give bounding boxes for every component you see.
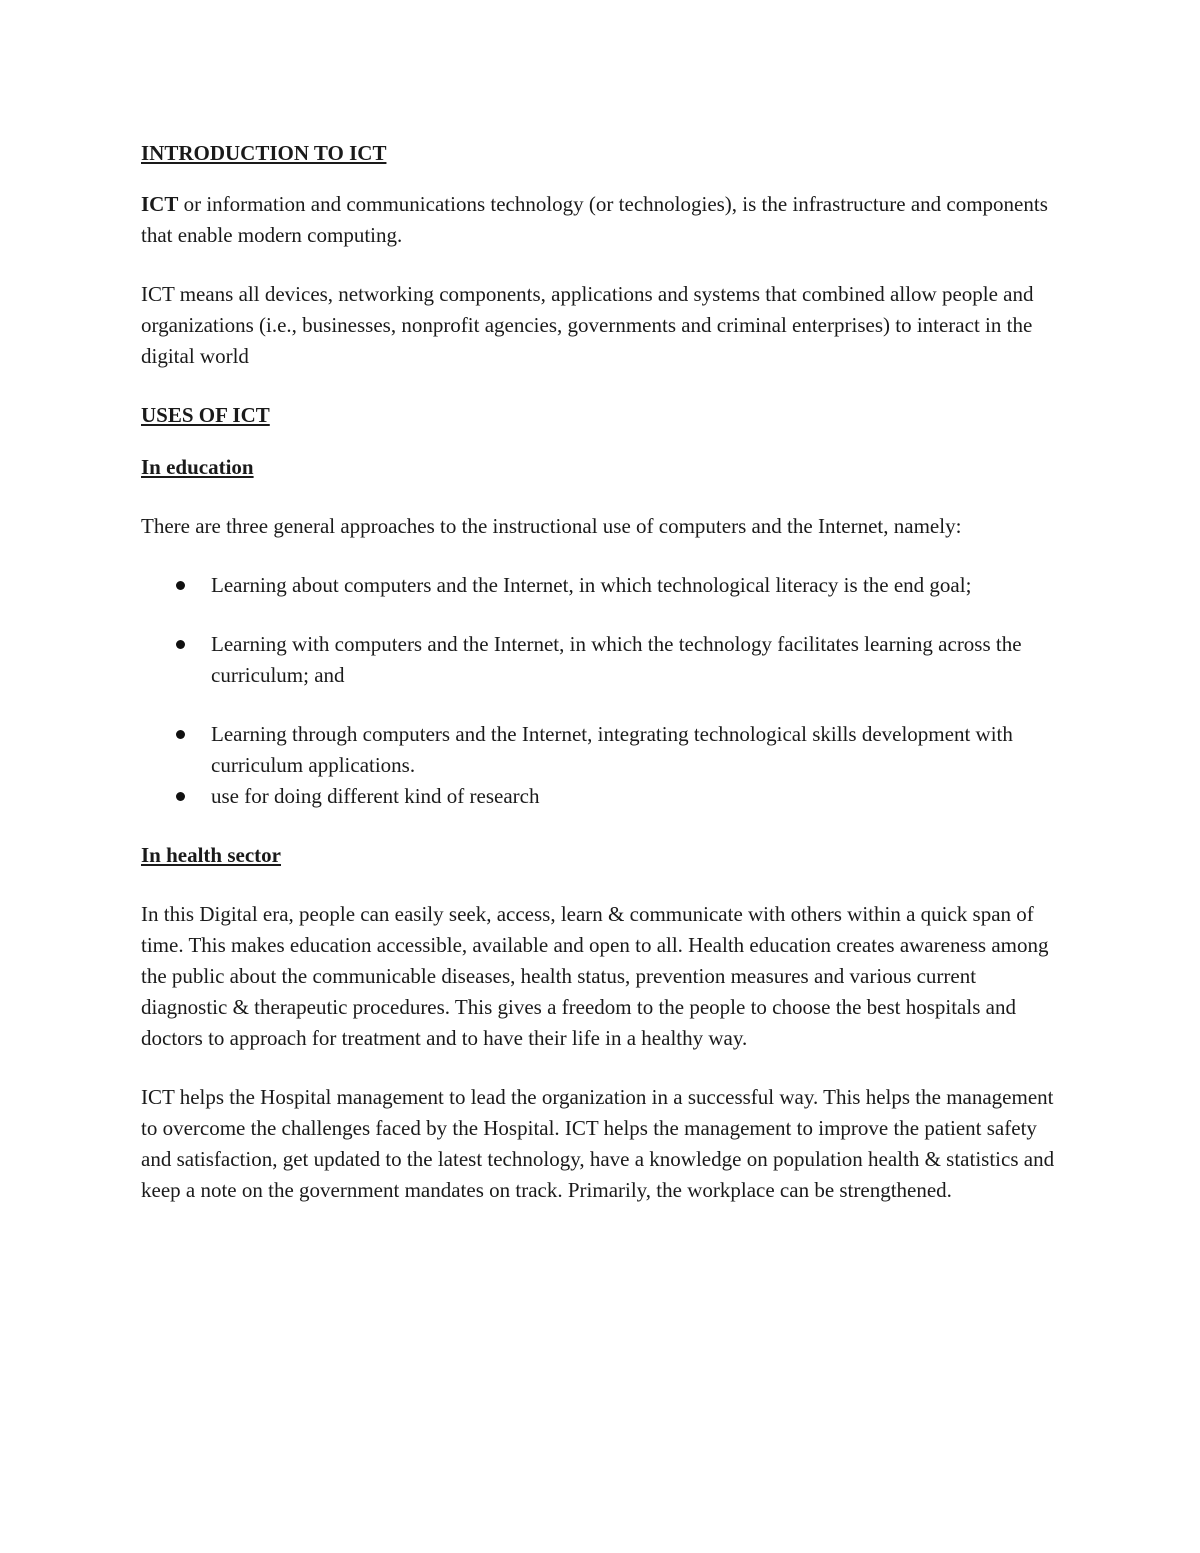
health-paragraph-2: ICT helps the Hospital management to lead the organization in a successful way. This helps the management to overcome the challenges faced by the Hospital. ICT helps the management to improve the patient safety and satisfaction, get updated to the latest technology, have a knowledge on population health & statistics and keep a note on the government mandates on track. Primarily, the workplace can be strengthened. — [141, 1085, 1055, 1202]
document-page — [141, 138, 1061, 1234]
education-lead: There are three general approaches to the instructional use of computers and the Internet, namely: — [141, 514, 962, 538]
health-heading: In health sector — [141, 843, 281, 867]
bullet-icon — [176, 730, 185, 739]
list-item — [141, 570, 1061, 601]
list-item-text: Learning about computers and the Internet, in which technological literacy is the end goal; — [211, 573, 972, 597]
bullet-icon — [176, 792, 185, 801]
list-item-text: Learning through computers and the Internet, integrating technological skills development with curriculum applications. — [211, 722, 1013, 777]
bullet-icon — [176, 640, 185, 649]
intro-text: or information and communications technology (or technologies), is the infrastructure and components that enable modern computing. — [141, 192, 1048, 247]
education-bullet-list — [141, 570, 1061, 812]
list-item — [141, 781, 1061, 812]
list-item — [141, 719, 1061, 781]
intro-lead: ICT — [141, 192, 179, 216]
health-paragraph-1: In this Digital era, people can easily seek, access, learn & communicate with others within a quick span of time. This makes education accessible, available and open to all. Health education creates awareness among the public about the communicable diseases, health status, prevention measures and various current diagnostic & therapeutic procedures. This gives a freedom to the people to choose the best hospitals and doctors to approach for treatment and to have their life in a healthy way. — [141, 902, 1049, 1050]
list-item — [141, 629, 1061, 691]
uses-heading: USES OF ICT — [141, 403, 270, 427]
list-item-text: use for doing different kind of research — [211, 784, 540, 808]
means-paragraph: ICT means all devices, networking components, applications and systems that combined allow people and organizations (i.e., businesses, nonprofit agencies, governments and criminal enterprises) to interact in the digital world — [141, 282, 1034, 368]
bullet-icon — [176, 581, 185, 590]
intro-paragraph — [141, 189, 1061, 251]
document-title: INTRODUCTION TO ICT — [141, 141, 387, 165]
list-item-text: Learning with computers and the Internet, in which the technology facilitates learning across the curriculum; and — [211, 632, 1022, 687]
education-heading: In education — [141, 455, 254, 479]
